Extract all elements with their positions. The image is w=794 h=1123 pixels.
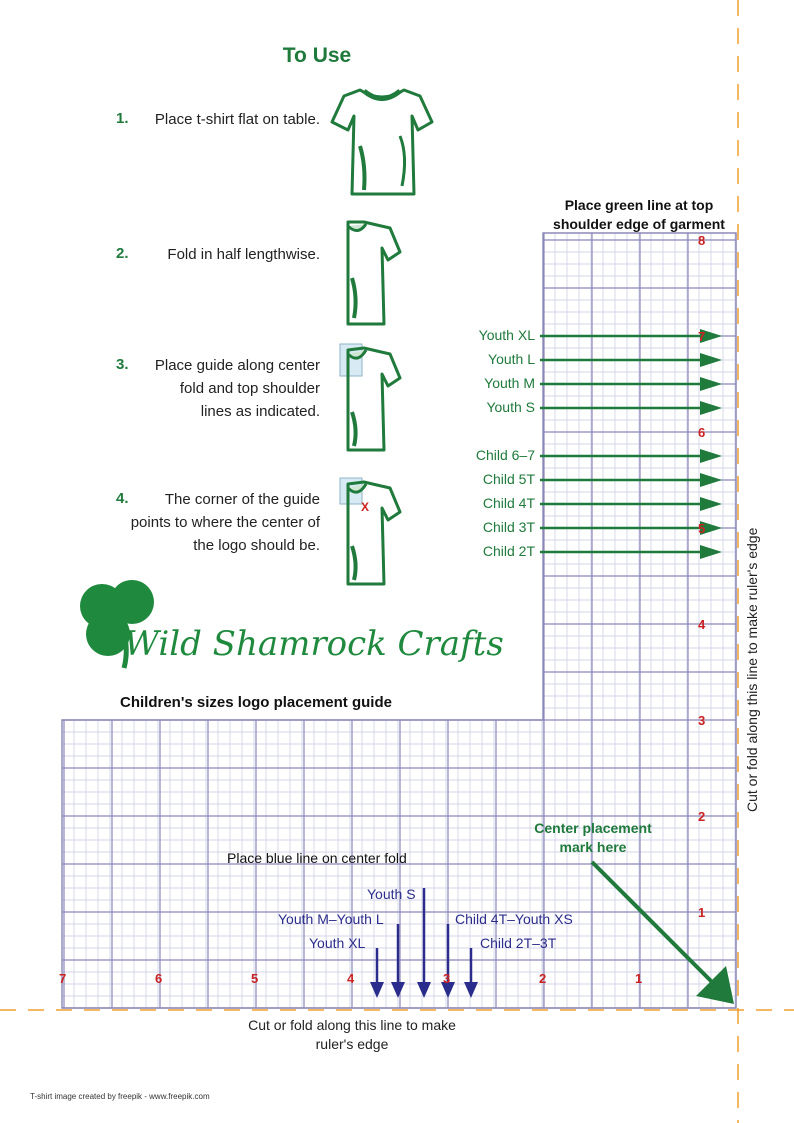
v-ruler-number: 7	[698, 329, 706, 344]
step-4-number: 4.	[116, 490, 129, 507]
step-2-number: 2.	[116, 245, 129, 262]
size-label-youth-s-h: Youth S	[367, 886, 416, 902]
size-label-youth-m-l-h: Youth M–Youth L	[278, 911, 384, 927]
step-3-number: 3.	[116, 356, 129, 373]
size-label-child-2t-3t-h: Child 2T–3T	[480, 935, 557, 951]
size-label-youth-xl-h: Youth XL	[309, 935, 366, 951]
step-4-text: The corner of the guide points to where the center of the logo should be.	[130, 491, 320, 554]
size-label-child-3t: Child 3T	[482, 519, 535, 535]
h-ruler-number: 3	[443, 971, 451, 986]
vertical-ruler-heading: Place green line at top shoulder edge of garment	[553, 197, 725, 232]
guide-title: Children's sizes logo placement guide	[120, 694, 392, 711]
size-label-child-6-7: Child 6–7	[475, 447, 535, 463]
size-label-youth-xl: Youth XL	[478, 327, 535, 343]
size-label-child-4t-youth-xs-h: Child 4T–Youth XS	[455, 911, 573, 927]
size-arrow-head	[391, 982, 405, 998]
horizontal-ruler-heading: Place blue line on center fold	[227, 850, 407, 866]
h-ruler-number: 1	[635, 971, 643, 986]
brand-name: Wild Shamrock Crafts	[124, 624, 504, 664]
h-ruler-number: 7	[59, 971, 67, 986]
step-1-text: Place t-shirt flat on table.	[154, 111, 320, 128]
v-ruler-number: 5	[698, 521, 706, 536]
v-ruler-number: 2	[698, 809, 706, 824]
h-ruler-number: 2	[539, 971, 547, 986]
size-label-child-2t: Child 2T	[482, 543, 535, 559]
h-ruler-number: 6	[155, 971, 163, 986]
v-ruler-number: 8	[698, 233, 706, 248]
v-ruler-number: 1	[698, 905, 706, 920]
size-arrow-head	[464, 982, 478, 998]
step-2-text: Fold in half lengthwise.	[167, 246, 320, 263]
size-label-youth-s: Youth S	[486, 399, 535, 415]
cut-line-side-label: Cut or fold along this line to make ruler's edge	[744, 527, 760, 812]
image-credit: T-shirt image created by freepik - www.freepik.com	[30, 1092, 210, 1101]
h-ruler-number: 4	[347, 971, 355, 986]
size-arrow-head	[417, 982, 431, 998]
h-ruler-number: 5	[251, 971, 259, 986]
v-ruler-number: 6	[698, 425, 706, 440]
size-label-youth-m: Youth M	[484, 375, 535, 391]
size-arrow-head	[370, 982, 384, 998]
v-ruler-number: 3	[698, 713, 706, 728]
page-title: To Use	[282, 44, 352, 67]
logo-center-mark: X	[361, 500, 370, 514]
center-placement-label: Center placement mark here	[534, 820, 652, 855]
size-label-child-4t: Child 4T	[482, 495, 535, 511]
size-label-child-5t: Child 5T	[482, 471, 535, 487]
step-1-number: 1.	[116, 110, 129, 127]
v-ruler-number: 4	[698, 617, 706, 632]
size-label-youth-l: Youth L	[488, 351, 535, 367]
step-3-text: Place guide along center fold and top shoulder lines as indicated.	[154, 357, 320, 420]
cut-line-bottom-label: Cut or fold along this line to make ruler's edge	[248, 1017, 456, 1052]
